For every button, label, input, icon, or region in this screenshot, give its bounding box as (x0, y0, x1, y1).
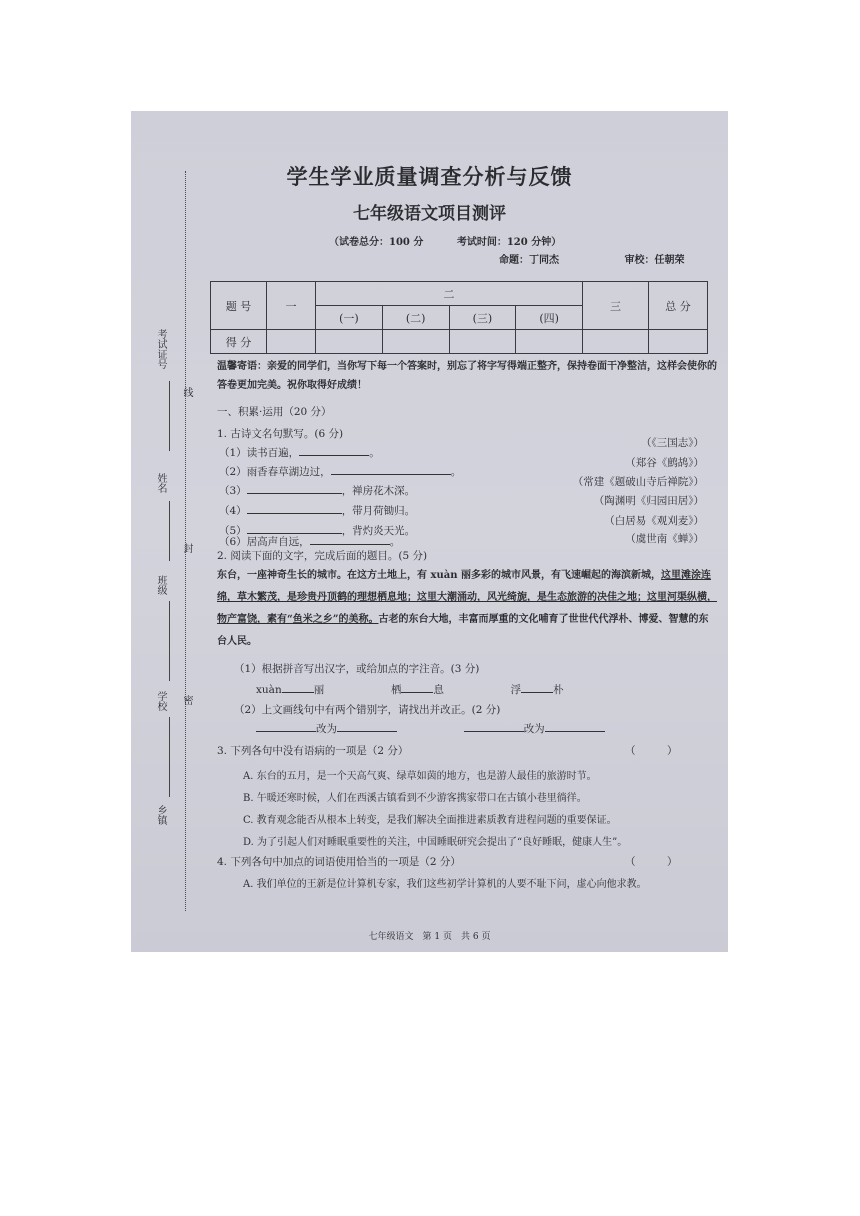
score-cell (316, 330, 383, 354)
margin-label-exam-id: 考试证号 (155, 329, 166, 369)
score-cell (267, 330, 316, 354)
q3-text: 3. 下列各句中没有语病的一项是（2 分） (217, 745, 409, 757)
notice-text: 温馨寄语：亲爱的同学们，当你写下每一个答案时，别忘了将字写得端正整齐，保持卷面干净整洁，这样会使你的答卷更加完美。祝你取得好成绩！ (217, 361, 717, 391)
q3-answer-paren[interactable]: （ ） (625, 745, 678, 757)
author: 命题：丁同杰 (499, 255, 559, 266)
q1-source-3: （常建《题破山寺后禅院》） (572, 476, 704, 488)
answer-blank[interactable] (247, 503, 342, 514)
score-cell (516, 330, 583, 354)
q3-option-d: D. 为了引起人们对睡眠重要性的关注，中国睡眠研究会提出了“良好睡眠，健康人生”。 (243, 837, 628, 848)
q1-source-4: （陶渊明《归园田居》） (593, 495, 704, 507)
margin-label-school: 学校 (155, 691, 166, 711)
answer-blank[interactable] (256, 721, 316, 732)
exam-title: 学生学业质量调查分析与反馈 (286, 164, 573, 189)
page-footer: 七年级语文 第 1 页 共 6 页 (368, 932, 491, 942)
passage-underlined: 这里滩涂连绵，草木繁茂，是珍贵丹顶鹤的理想栖息地；这里大潮涌动，风光绮旎，是生态旅游的决佳之地；这里河渠纵横，物产富饶，素有“鱼米之乡”的美称。 (217, 570, 717, 625)
q1-item-1: （1）读书百遍， 。 (219, 447, 380, 459)
sub-col-1: (一) (316, 306, 383, 330)
q2-2-blanks: 改为 改为 (256, 721, 605, 736)
sub-col-3: (三) (449, 306, 516, 330)
exam-meta (329, 233, 591, 248)
sub-col-2: (二) (382, 306, 449, 330)
answer-blank[interactable] (247, 523, 342, 534)
q2-text: 2. 阅读下面的文字，完成后面的题目。(5 分) (217, 550, 428, 562)
passage-intro: 东台，一座神奇生长的城市。在这方土地上，有 xuàn 丽多彩的城市风景，有飞速崛起的海滨新城， (217, 570, 661, 581)
binding-dotted-line (185, 171, 186, 911)
q1-source-6: （虞世南《蝉》） (625, 533, 704, 545)
total-score: （试卷总分：100 分 (329, 237, 424, 248)
q4-text: 4. 下列各句中加点的词语使用恰当的一项是（2 分） (217, 856, 461, 868)
exam-subtitle: 七年级语文项目测评 (353, 204, 506, 224)
seal-label-feng: 封 (181, 543, 192, 553)
q1-item-2: （2）雨香春草湖边过， 。 (219, 466, 462, 478)
q1-item-6: （6）居高声自远， 。 (219, 536, 401, 548)
q3-option-b: B. 午暖还寒时候，人们在西溪古镇看到不少游客携家带口在古镇小巷里徜徉。 (243, 793, 587, 804)
scanned-exam-page (131, 111, 728, 952)
name-line (169, 501, 170, 561)
exam-id-line (169, 381, 170, 451)
exam-time: 考试时间：120 分钟） (456, 237, 562, 248)
q1-source-2: （郑谷《鹧鸪》） (625, 457, 704, 469)
section1-heading: 一、积累·运用（20 分） (217, 406, 332, 418)
answer-blank[interactable] (247, 483, 342, 494)
row-label-question-no: 题 号 (211, 282, 267, 330)
answer-blank[interactable] (282, 682, 314, 693)
answer-blank[interactable] (310, 534, 390, 545)
margin-label-class: 班级 (155, 575, 166, 595)
col-part-1: 一 (267, 282, 316, 330)
col-total: 总 分 (649, 282, 708, 330)
margin-label-town: 乡镇 (155, 805, 166, 825)
q2-1-blanks: xuàn 丽 栖 息 浮 朴 (256, 684, 564, 696)
q1-text: 1. 古诗文名句默写。(6 分) (217, 428, 344, 440)
score-cell (449, 330, 516, 354)
sub-col-4: (四) (516, 306, 583, 330)
q2-2-text: （2）上文画线句中有两个错别字，请找出并改正。(2 分) (234, 704, 501, 716)
answer-blank[interactable] (464, 721, 524, 732)
q1-item-5: （5） ，背灼炎天光。 (219, 525, 416, 537)
answer-blank[interactable] (331, 464, 451, 475)
reviewer: 审校：任朝荣 (624, 255, 685, 266)
q1-item-3: （3） ，禅房花木深。 (219, 485, 416, 497)
seal-label-line: 线 (181, 387, 192, 397)
q3-option-a: A. 东台的五月，是一个天高气爽、绿草如茵的地方，也是游人最佳的旅游时节。 (243, 771, 597, 782)
passage-end: 古老的东台大地，丰富而厚重的文化哺育了世世代代浮朴、博爱、智慧的东台人民。 (217, 614, 709, 647)
score-cell (583, 330, 649, 354)
answer-blank[interactable] (299, 445, 369, 456)
margin-label-name: 姓名 (155, 473, 166, 493)
class-line (169, 601, 170, 681)
q4-option-a: A. 我们单位的王新是位计算机专家，我们这些初学计算机的人要不耻下问，虚心向他求教。 (243, 879, 647, 890)
score-cell (382, 330, 449, 354)
passage (217, 565, 717, 653)
q1-item-4: （4） ，带月荷锄归。 (219, 505, 416, 517)
answer-blank[interactable] (401, 682, 433, 693)
row-label-score: 得 分 (211, 330, 267, 354)
q2-1-text: （1）根据拼音写出汉字，或给加点的字注音。(3 分) (234, 663, 480, 675)
answer-blank[interactable] (337, 721, 397, 732)
q4-answer-paren[interactable]: （ ） (625, 856, 678, 868)
col-part-3: 三 (583, 282, 649, 330)
score-cell (649, 330, 708, 354)
q1-source-5: （白居易《观刈麦》） (604, 515, 704, 527)
seal-label-mi: 密 (181, 695, 192, 705)
school-line (169, 717, 170, 797)
col-part-2: 二 (316, 282, 583, 306)
exam-authors (499, 251, 728, 266)
q3-option-c: C. 教育观念能否从根本上转变，是我们解决全面推进素质教育进程问题的重要保证。 (243, 815, 617, 826)
answer-blank[interactable] (545, 721, 605, 732)
answer-blank[interactable] (521, 682, 553, 693)
score-table (210, 281, 708, 354)
q1-source-1: （《三国志》） (641, 437, 704, 449)
